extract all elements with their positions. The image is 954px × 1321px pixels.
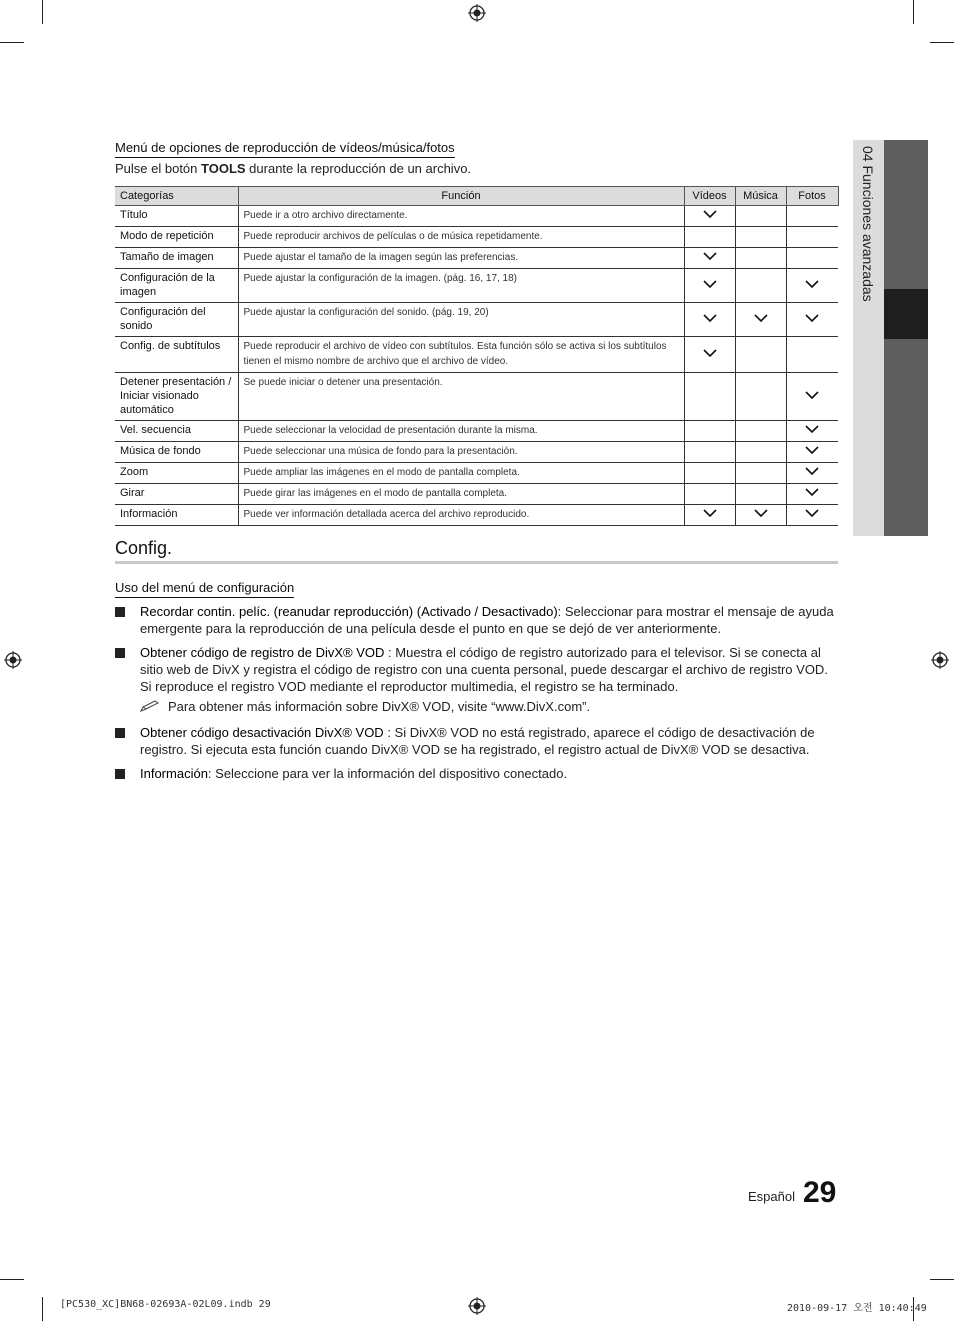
videos-support-cell xyxy=(684,505,735,526)
videos-support-cell xyxy=(684,421,735,442)
photos-support-cell xyxy=(786,373,838,421)
config-note xyxy=(140,699,590,714)
videos-support-cell xyxy=(684,269,735,303)
check-chevron-icon xyxy=(702,348,718,358)
videos-support-cell xyxy=(684,248,735,269)
music-support-cell xyxy=(735,373,786,421)
bullet-square-icon xyxy=(115,769,125,779)
table-row xyxy=(115,442,838,463)
config-item-desc: : Si DivX® VOD no está registrado, aparece el código de desactivación de registro. Si ejecuta esta función cuando DivX® VOD se ha registrado, el registro actual de DivX® VOD se desactiva. xyxy=(140,725,815,757)
photos-support-cell xyxy=(786,463,838,484)
check-chevron-icon xyxy=(804,279,820,289)
function-cell: Puede ver información detallada acerca del archivo reproducido. xyxy=(238,505,684,526)
photos-support-cell xyxy=(786,206,838,227)
photos-support-cell xyxy=(786,484,838,505)
music-support-cell xyxy=(735,484,786,505)
config-item-desc: : Seleccionar para mostrar el mensaje de ayuda emergente para la reproducción de una película desde el punto en que se dejó de ver anteriormente. xyxy=(140,604,834,636)
column-header: Vídeos xyxy=(684,187,735,206)
videos-support-cell xyxy=(684,337,735,373)
videos-support-cell xyxy=(684,463,735,484)
registration-mark-icon xyxy=(468,4,486,22)
config-title: Config. xyxy=(115,538,173,558)
videos-support-cell xyxy=(684,484,735,505)
category-cell: Detener presentación / Iniciar visionado automático xyxy=(115,373,238,421)
bullet-square-icon xyxy=(115,728,125,738)
function-cell: Puede reproducir archivos de películas o de música repetidamente. xyxy=(238,227,684,248)
music-support-cell xyxy=(735,337,786,373)
category-cell: Música de fondo xyxy=(115,442,238,463)
category-cell: Girar xyxy=(115,484,238,505)
videos-support-cell xyxy=(684,206,735,227)
check-chevron-icon xyxy=(804,466,820,476)
function-cell: Puede ampliar las imágenes en el modo de pantalla completa. xyxy=(238,463,684,484)
column-header: Música xyxy=(735,187,786,206)
note-pencil-icon xyxy=(140,700,160,712)
column-header: Categorías xyxy=(115,187,238,206)
music-support-cell xyxy=(735,442,786,463)
check-chevron-icon xyxy=(804,390,820,400)
page-number: 29 xyxy=(803,1176,837,1209)
crop-mark xyxy=(930,1279,954,1280)
music-support-cell xyxy=(735,248,786,269)
table-row xyxy=(115,484,838,505)
config-item-term: Obtener código desactivación DivX® VOD xyxy=(140,725,384,740)
table-row xyxy=(115,269,838,303)
photos-support-cell xyxy=(786,442,838,463)
check-chevron-icon xyxy=(804,313,820,323)
playback-options-table xyxy=(115,186,839,526)
playback-menu-heading: Menú de opciones de reproducción de vídeos/música/fotos xyxy=(115,140,455,158)
table-header-row xyxy=(115,187,838,206)
config-item xyxy=(115,724,838,758)
playback-menu-intro: Pulse el botón TOOLS durante la reproducción de un archivo. xyxy=(115,161,472,176)
registration-mark-icon xyxy=(931,651,949,669)
function-cell: Puede seleccionar la velocidad de presentación durante la misma. xyxy=(238,421,684,442)
videos-support-cell xyxy=(684,442,735,463)
check-chevron-icon xyxy=(702,209,718,219)
function-cell: Puede ajustar la configuración del sonido. (pág. 19, 20) xyxy=(238,303,684,337)
config-item-term: Información xyxy=(140,766,208,781)
check-chevron-icon xyxy=(804,508,820,518)
table-row xyxy=(115,505,838,526)
photos-support-cell xyxy=(786,421,838,442)
videos-support-cell xyxy=(684,373,735,421)
config-item-desc: : Seleccione para ver la información del dispositivo conectado. xyxy=(207,766,568,781)
chapter-label: 04 Funciones avanzadas xyxy=(860,146,876,302)
music-support-cell xyxy=(735,227,786,248)
category-cell: Config. de subtítulos xyxy=(115,337,238,373)
check-chevron-icon xyxy=(753,508,769,518)
registration-mark-icon xyxy=(4,651,22,669)
crop-mark xyxy=(42,0,43,24)
category-cell: Vel. secuencia xyxy=(115,421,238,442)
category-cell: Zoom xyxy=(115,463,238,484)
music-support-cell xyxy=(735,206,786,227)
config-item xyxy=(115,603,838,637)
music-support-cell xyxy=(735,421,786,442)
print-file-info: [PC530_XC]BN68-02693A-02L09.indb 29 xyxy=(60,1299,271,1310)
check-chevron-icon xyxy=(702,251,718,261)
section-divider xyxy=(115,561,838,564)
function-cell: Puede girar las imágenes en el modo de pantalla completa. xyxy=(238,484,684,505)
check-chevron-icon xyxy=(804,424,820,434)
column-header: Función xyxy=(238,187,684,206)
function-cell: Puede seleccionar una música de fondo para la presentación. xyxy=(238,442,684,463)
crop-mark xyxy=(0,1279,24,1280)
column-header: Fotos xyxy=(786,187,838,206)
music-support-cell xyxy=(735,269,786,303)
check-chevron-icon xyxy=(702,313,718,323)
crop-mark xyxy=(913,0,914,24)
photos-support-cell xyxy=(786,337,838,373)
footer-language: Español xyxy=(748,1189,795,1204)
bullet-square-icon xyxy=(115,648,125,658)
table-row xyxy=(115,337,838,373)
category-cell: Configuración de la imagen xyxy=(115,269,238,303)
check-chevron-icon xyxy=(804,487,820,497)
check-chevron-icon xyxy=(702,508,718,518)
check-chevron-icon xyxy=(804,445,820,455)
check-chevron-icon xyxy=(702,279,718,289)
videos-support-cell xyxy=(684,227,735,248)
photos-support-cell xyxy=(786,227,838,248)
config-item xyxy=(115,644,838,695)
table-row xyxy=(115,463,838,484)
photos-support-cell xyxy=(786,248,838,269)
table-row xyxy=(115,227,838,248)
table-row xyxy=(115,421,838,442)
chapter-tab-marker xyxy=(884,289,928,339)
function-cell: Puede reproducir el archivo de vídeo con subtítulos. Esta función sólo se activa si los subtítulos tienen el mismo nombre de archivo que el archivo de vídeo. xyxy=(238,337,684,373)
music-support-cell xyxy=(735,463,786,484)
registration-mark-icon xyxy=(468,1297,486,1315)
bullet-square-icon xyxy=(115,607,125,617)
function-cell: Puede ir a otro archivo directamente. xyxy=(238,206,684,227)
config-item-desc: : Muestra el código de registro autorizado para el televisor. Si se conecta al sitio web de DivX y registra el código de registro con una cuenta personal, puede descargar el archivo de registro VOD. Si reproduce el registro VOD mediante el reproductor multimedia, el registro se ha terminado. xyxy=(140,645,828,694)
note-text: Para obtener más información sobre DivX® VOD, visite “www.DivX.com”. xyxy=(168,699,591,714)
check-chevron-icon xyxy=(753,313,769,323)
table-row xyxy=(115,373,838,421)
config-item-term: Obtener código de registro de DivX® VOD xyxy=(140,645,385,660)
music-support-cell xyxy=(735,303,786,337)
music-support-cell xyxy=(735,505,786,526)
photos-support-cell xyxy=(786,505,838,526)
config-item xyxy=(115,765,838,782)
crop-mark xyxy=(42,1297,43,1321)
videos-support-cell xyxy=(684,303,735,337)
category-cell: Tamaño de imagen xyxy=(115,248,238,269)
table-row xyxy=(115,248,838,269)
table-row xyxy=(115,206,838,227)
function-cell: Puede ajustar la configuración de la imagen. (pág. 16, 17, 18) xyxy=(238,269,684,303)
table-row xyxy=(115,303,838,337)
category-cell: Configuración del sonido xyxy=(115,303,238,337)
photos-support-cell xyxy=(786,303,838,337)
category-cell: Información xyxy=(115,505,238,526)
print-date-info: 2010-09-17 오전 10:40:49 xyxy=(787,1303,927,1314)
photos-support-cell xyxy=(786,269,838,303)
crop-mark xyxy=(930,42,954,43)
category-cell: Título xyxy=(115,206,238,227)
crop-mark xyxy=(0,42,24,43)
tools-key-label: TOOLS xyxy=(201,161,246,176)
config-item-term: Recordar contin. pelíc. (reanudar reproducción) (Activado / Desactivado) xyxy=(140,604,558,619)
config-subheading: Uso del menú de configuración xyxy=(115,580,294,598)
function-cell: Puede ajustar el tamaño de la imagen según las preferencias. xyxy=(238,248,684,269)
category-cell: Modo de repetición xyxy=(115,227,238,248)
function-cell: Se puede iniciar o detener una presentación. xyxy=(238,373,684,421)
